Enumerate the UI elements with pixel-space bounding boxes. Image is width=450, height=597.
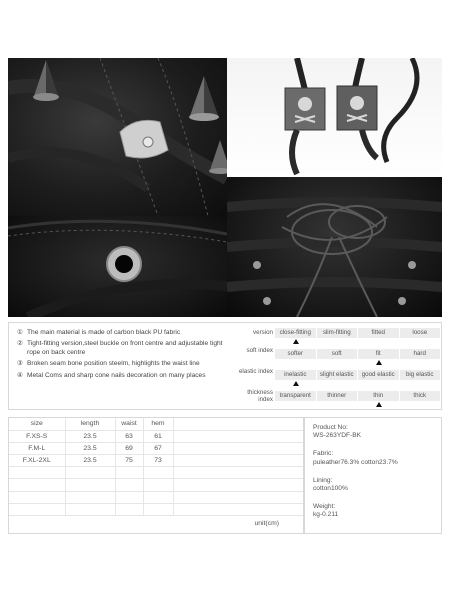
table-cell: F.XL-2XL — [9, 455, 65, 467]
scale-option: big elastic — [400, 370, 441, 380]
cone-stud-icon — [189, 76, 219, 121]
selected-marker-icon — [376, 402, 382, 407]
table-header-row — [9, 418, 303, 430]
attribute-scales — [237, 328, 441, 412]
scale-label: soft index — [246, 347, 273, 354]
table-cell: 23.5 — [65, 430, 115, 442]
scale-soft-index — [237, 349, 441, 370]
scale-option: loose — [400, 328, 441, 338]
lining-value: cotton100% — [313, 485, 348, 493]
column-header: size — [9, 418, 65, 430]
scale-version — [237, 328, 441, 349]
spike-buckle-illustration — [8, 58, 227, 216]
column-header: waist — [115, 418, 143, 430]
lining-label: Lining: — [313, 476, 333, 484]
table-cell — [173, 418, 303, 430]
selected-marker-icon — [376, 360, 382, 365]
size-table — [9, 418, 303, 516]
size-chart — [8, 417, 304, 534]
scale-options — [275, 328, 441, 338]
photo-skull-cord-ends — [227, 58, 442, 177]
table-row — [9, 430, 303, 442]
weight-block — [313, 503, 433, 519]
table-cell: 69 — [115, 442, 143, 454]
scale-option: good elastic — [358, 370, 399, 380]
product-info — [304, 417, 442, 534]
product-number-block — [313, 424, 433, 440]
table-cell — [173, 442, 303, 454]
feature-item — [17, 372, 229, 380]
feature-item — [17, 340, 229, 357]
scale-options — [275, 349, 441, 359]
scale-option: fit — [358, 349, 399, 359]
table-row — [9, 503, 303, 515]
scale-label: elastic index — [238, 368, 273, 375]
table-cell — [173, 430, 303, 442]
table-cell: 75 — [115, 455, 143, 467]
scale-options — [275, 391, 441, 401]
weight-label: Weight: — [313, 503, 336, 511]
product-no-label: Product No: — [313, 424, 348, 431]
feature-number: ① — [17, 329, 23, 336]
cone-stud-icon — [209, 140, 227, 174]
table-cell: 73 — [143, 455, 173, 467]
table-row — [9, 455, 303, 467]
scale-label: thickness index — [247, 389, 273, 403]
table-cell — [173, 455, 303, 467]
table-row — [9, 491, 303, 503]
photo-spikes-buckle — [8, 58, 227, 216]
scale-label: version — [253, 329, 273, 336]
weight-value: kg-0.211 — [313, 511, 339, 519]
lining-block — [313, 477, 433, 493]
scale-option: close-fitting — [275, 328, 316, 338]
feature-text: Metal Coms and sharp cone nails decoration on many places — [27, 371, 206, 379]
table-row — [9, 442, 303, 454]
feature-item — [17, 329, 229, 337]
table-cell: 61 — [143, 430, 173, 442]
table-row — [9, 467, 303, 479]
lacing-illustration — [227, 177, 442, 317]
feature-number: ④ — [17, 371, 23, 379]
skull-cord-illustration — [227, 58, 442, 177]
scale-option: soft — [317, 349, 358, 359]
photo-back-lacing — [227, 177, 442, 317]
scale-option: thin — [358, 391, 399, 401]
product-no-value: WS-263YDF-BK — [313, 432, 361, 440]
table-row — [9, 479, 303, 491]
feature-list — [17, 329, 229, 383]
table-cell: F.XS-S — [9, 430, 65, 442]
selected-marker-icon — [293, 381, 299, 386]
scale-option: transparent — [275, 391, 316, 401]
buckle-icon — [120, 120, 168, 158]
scale-options — [275, 370, 441, 380]
metal-eyelet-icon — [107, 247, 141, 281]
scale-option: softer — [275, 349, 316, 359]
fabric-value: puleather76.3% cotton23.7% — [313, 458, 398, 466]
feature-number: ③ — [17, 360, 23, 368]
feature-text: The main material is made of carbon black PU fabric — [27, 329, 181, 336]
column-header: hem — [143, 418, 173, 430]
scale-option: thinner — [317, 391, 358, 401]
scale-thickness-index — [237, 391, 441, 412]
column-header: length — [65, 418, 115, 430]
photo-eyelet — [8, 216, 227, 317]
scale-option: slight elastic — [317, 370, 358, 380]
unit-label: unit(cm) — [254, 520, 279, 527]
feature-number: ② — [17, 340, 23, 348]
table-cell: 23.5 — [65, 442, 115, 454]
scale-elastic-index — [237, 370, 441, 391]
scale-option: slim-fitting — [317, 328, 358, 338]
spec-panel — [8, 322, 442, 410]
scale-option: fitted — [358, 328, 399, 338]
scale-option: hard — [400, 349, 441, 359]
scale-option: thick — [400, 391, 441, 401]
table-cell: 67 — [143, 442, 173, 454]
table-cell: 23.5 — [65, 455, 115, 467]
feature-text: Broken seam bone position steelm, highlights the waist line — [27, 360, 200, 368]
table-cell: F.M-L — [9, 442, 65, 454]
fabric-label: Fabric: — [313, 450, 334, 458]
table-cell: 63 — [115, 430, 143, 442]
feature-text: Tight-fitting version,steel buckle on front centre and adjustable tight rope on back centre — [27, 340, 223, 356]
fabric-block — [313, 450, 433, 466]
feature-item — [17, 360, 229, 368]
eyelet-illustration — [8, 216, 227, 317]
selected-marker-icon — [293, 339, 299, 344]
scale-option: inelastic — [275, 370, 316, 380]
